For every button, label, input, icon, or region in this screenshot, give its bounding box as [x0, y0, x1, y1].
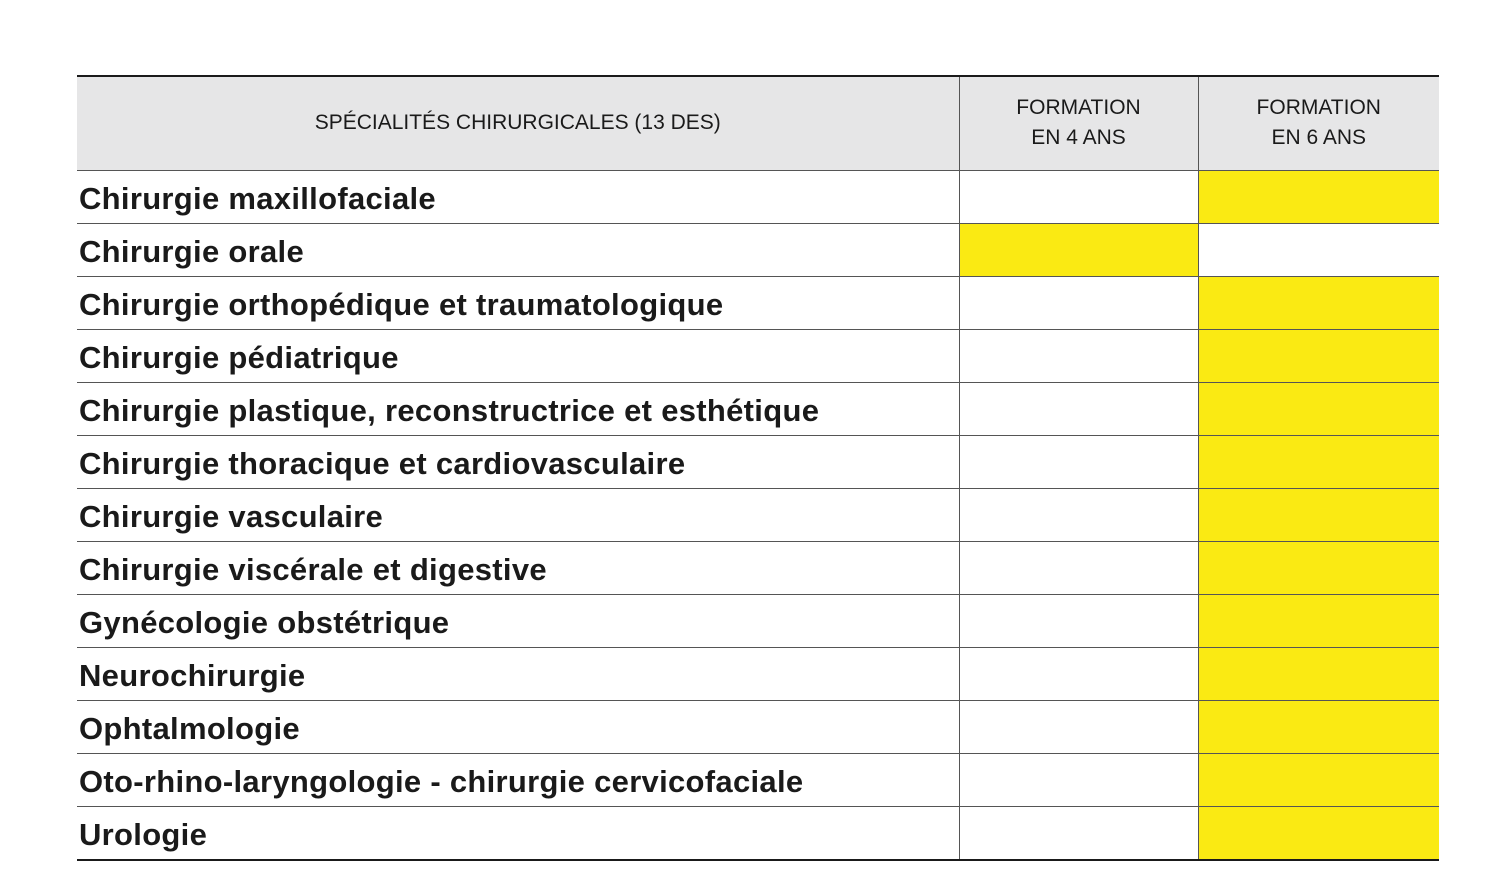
- six-year-marker-filled: [1198, 753, 1439, 806]
- specialty-name: Chirurgie maxillofaciale: [77, 170, 959, 223]
- six-year-marker-filled: [1198, 806, 1439, 860]
- specialty-name: Gynécologie obstétrique: [77, 594, 959, 647]
- header-six-year-line1: FORMATION: [1256, 96, 1381, 120]
- header-specialties: [77, 76, 959, 170]
- four-year-marker-empty: [959, 753, 1198, 806]
- specialty-name: Ophtalmologie: [77, 700, 959, 753]
- four-year-marker-empty: [959, 806, 1198, 860]
- specialty-name: Chirurgie pédiatrique: [77, 329, 959, 382]
- six-year-marker-filled: [1198, 594, 1439, 647]
- header-six-year-training: [1198, 76, 1439, 170]
- specialty-name: Oto-rhino-laryngologie - chirurgie cervicofaciale: [77, 753, 959, 806]
- four-year-marker-empty: [959, 382, 1198, 435]
- six-year-marker-filled: [1198, 488, 1439, 541]
- specialty-name: Chirurgie plastique, reconstructrice et esthétique: [77, 382, 959, 435]
- specialty-name: Chirurgie thoracique et cardiovasculaire: [77, 435, 959, 488]
- table-row: [77, 276, 1439, 329]
- six-year-marker-filled: [1198, 541, 1439, 594]
- table-row: [77, 170, 1439, 223]
- six-year-marker-filled: [1198, 276, 1439, 329]
- header-four-year-training: [959, 76, 1198, 170]
- table-body: [77, 170, 1439, 860]
- six-year-marker-filled: [1198, 329, 1439, 382]
- table-row: [77, 541, 1439, 594]
- specialty-name: Urologie: [77, 806, 959, 860]
- four-year-marker-empty: [959, 541, 1198, 594]
- table-header-row: [77, 76, 1439, 170]
- specialty-name: Chirurgie orthopédique et traumatologique: [77, 276, 959, 329]
- header-specialties-label: SPÉCIALITÉS CHIRURGICALES (13 DES): [314, 111, 721, 135]
- table-row: [77, 753, 1439, 806]
- table-row: [77, 382, 1439, 435]
- specialty-name: Chirurgie viscérale et digestive: [77, 541, 959, 594]
- table-row: [77, 700, 1439, 753]
- four-year-marker-empty: [959, 435, 1198, 488]
- table-row: [77, 647, 1439, 700]
- surgical-specialties-table: [77, 75, 1439, 861]
- six-year-marker-filled: [1198, 435, 1439, 488]
- table-row: [77, 329, 1439, 382]
- header-six-year-line2: EN 6 ANS: [1271, 126, 1367, 150]
- four-year-marker-empty: [959, 329, 1198, 382]
- table-row: [77, 806, 1439, 860]
- table-row: [77, 488, 1439, 541]
- four-year-marker-filled: [959, 223, 1198, 276]
- specialty-name: Neurochirurgie: [77, 647, 959, 700]
- six-year-marker-filled: [1198, 382, 1439, 435]
- four-year-marker-empty: [959, 276, 1198, 329]
- table-row: [77, 435, 1439, 488]
- six-year-marker-filled: [1198, 647, 1439, 700]
- four-year-marker-empty: [959, 488, 1198, 541]
- specialties-table-container: [77, 75, 1439, 861]
- four-year-marker-empty: [959, 700, 1198, 753]
- four-year-marker-empty: [959, 647, 1198, 700]
- four-year-marker-empty: [959, 594, 1198, 647]
- header-four-year-line1: FORMATION: [1016, 96, 1141, 120]
- specialty-name: Chirurgie orale: [77, 223, 959, 276]
- six-year-marker-filled: [1198, 170, 1439, 223]
- six-year-marker-filled: [1198, 700, 1439, 753]
- header-four-year-line2: EN 4 ANS: [1031, 126, 1126, 150]
- four-year-marker-empty: [959, 170, 1198, 223]
- table-row: [77, 223, 1439, 276]
- specialty-name: Chirurgie vasculaire: [77, 488, 959, 541]
- table-row: [77, 594, 1439, 647]
- six-year-marker-empty: [1198, 223, 1439, 276]
